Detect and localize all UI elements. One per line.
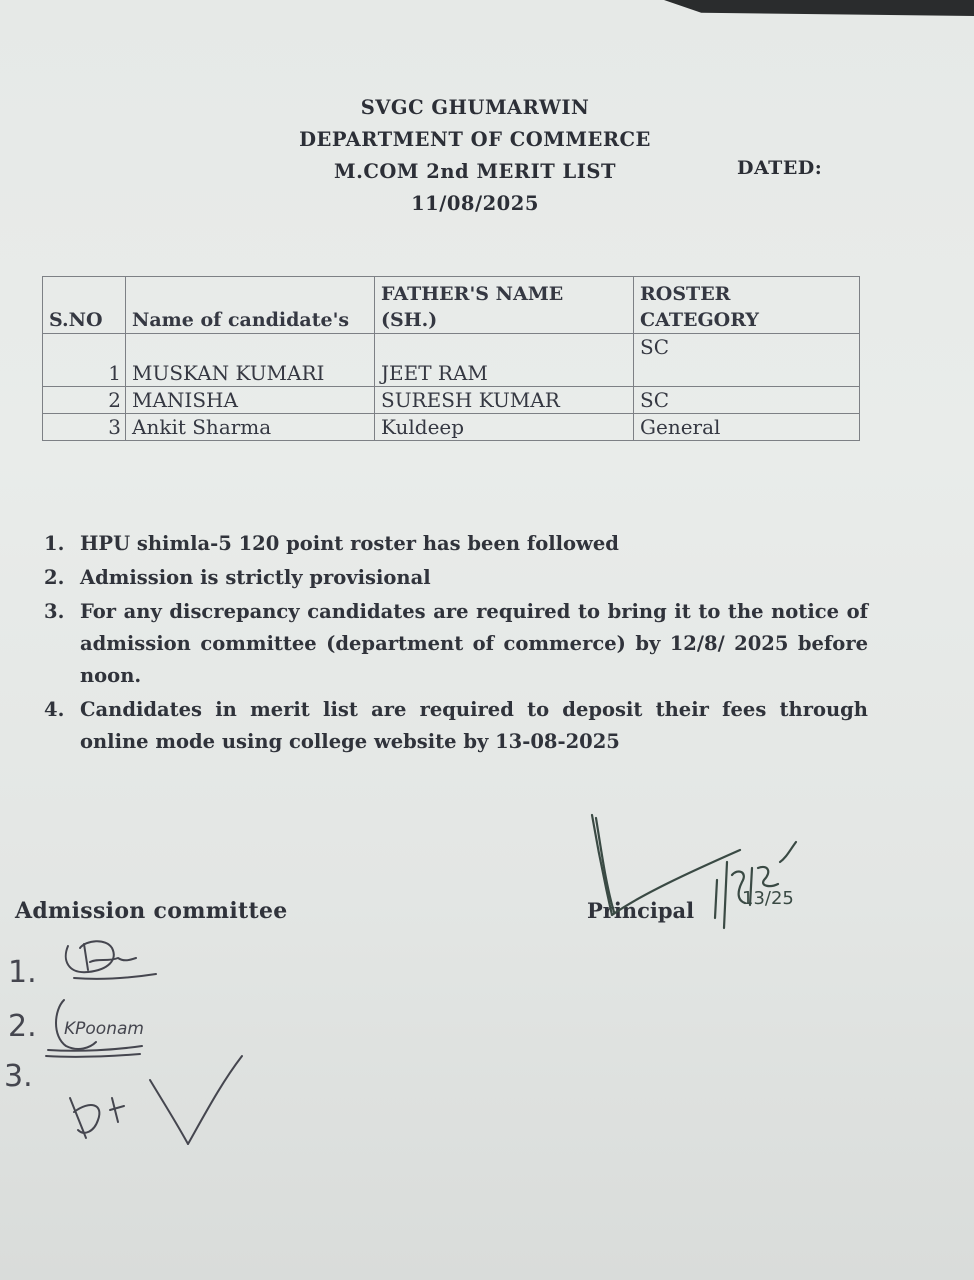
note-item	[44, 694, 868, 758]
header-father-line1: FATHER'S NAME	[381, 283, 564, 305]
row-candidate-name: MANISHA	[126, 387, 375, 414]
committee-signatures	[4, 941, 242, 1144]
note-number: 2.	[44, 566, 65, 589]
row-category: SC	[634, 334, 860, 387]
row-sno: 1	[43, 334, 126, 387]
note-item	[44, 528, 868, 560]
admission-committee-label: Admission committee	[15, 898, 288, 924]
header-father-name	[375, 277, 634, 334]
row-father-name: JEET RAM	[375, 334, 634, 387]
row-category: General	[634, 414, 860, 441]
header-father-line2: (SH.)	[381, 309, 438, 331]
signature-number-2: 2.	[8, 1009, 37, 1044]
row-candidate-name: MUSKAN KUMARI	[126, 334, 375, 387]
row-father-name: Kuldeep	[375, 414, 634, 441]
table-row	[43, 414, 860, 441]
row-candidate-name: Ankit Sharma	[126, 414, 375, 441]
note-text: For any discrepancy candidates are required to bring it to the notice of admission committee (department of commerce) by 12/8/ 2025 before noon.	[80, 600, 868, 687]
signature-name-poonam: KPoonam	[64, 1019, 144, 1039]
note-item	[44, 562, 868, 594]
row-father-name: SURESH KUMAR	[375, 387, 634, 414]
merit-list-title: M.COM 2nd MERIT LIST	[334, 160, 616, 183]
header-date: 11/08/2025	[411, 192, 539, 215]
row-sno: 3	[43, 414, 126, 441]
table-row	[43, 334, 860, 387]
principal-label: Principal	[587, 898, 695, 923]
header-roster-line1: ROSTER	[640, 283, 731, 305]
note-text: Candidates in merit list are required to deposit their fees through online mode using college website by 13-08-2025	[80, 698, 868, 753]
note-number: 3.	[44, 600, 65, 623]
page-corner-shadow	[664, 0, 974, 16]
principal-sign-date: 13/25	[742, 888, 794, 909]
note-number: 4.	[44, 698, 65, 721]
note-text: HPU shimla-5 120 point roster has been followed	[80, 532, 619, 555]
note-number: 1.	[44, 532, 65, 555]
row-sno: 2	[43, 387, 126, 414]
document-header	[230, 92, 720, 220]
college-name: SVGC GHUMARWIN	[360, 96, 590, 119]
signature-number-3: 3.	[4, 1059, 33, 1094]
header-roster-category	[634, 277, 860, 334]
notes-list	[44, 528, 868, 760]
note-item	[44, 596, 868, 692]
department-name: DEPARTMENT OF COMMERCE	[299, 128, 651, 151]
note-text: Admission is strictly provisional	[80, 566, 431, 589]
header-roster-line2: CATEGORY	[640, 309, 759, 331]
header-candidate-name: Name of candidate's	[126, 277, 375, 334]
table-row	[43, 387, 860, 414]
signature-number-1: 1.	[8, 955, 37, 990]
row-category: SC	[634, 387, 860, 414]
header-sno: S.NO	[43, 277, 126, 334]
table-header-row	[43, 277, 860, 334]
dated-label: DATED:	[737, 157, 823, 179]
merit-list-table	[42, 276, 860, 441]
